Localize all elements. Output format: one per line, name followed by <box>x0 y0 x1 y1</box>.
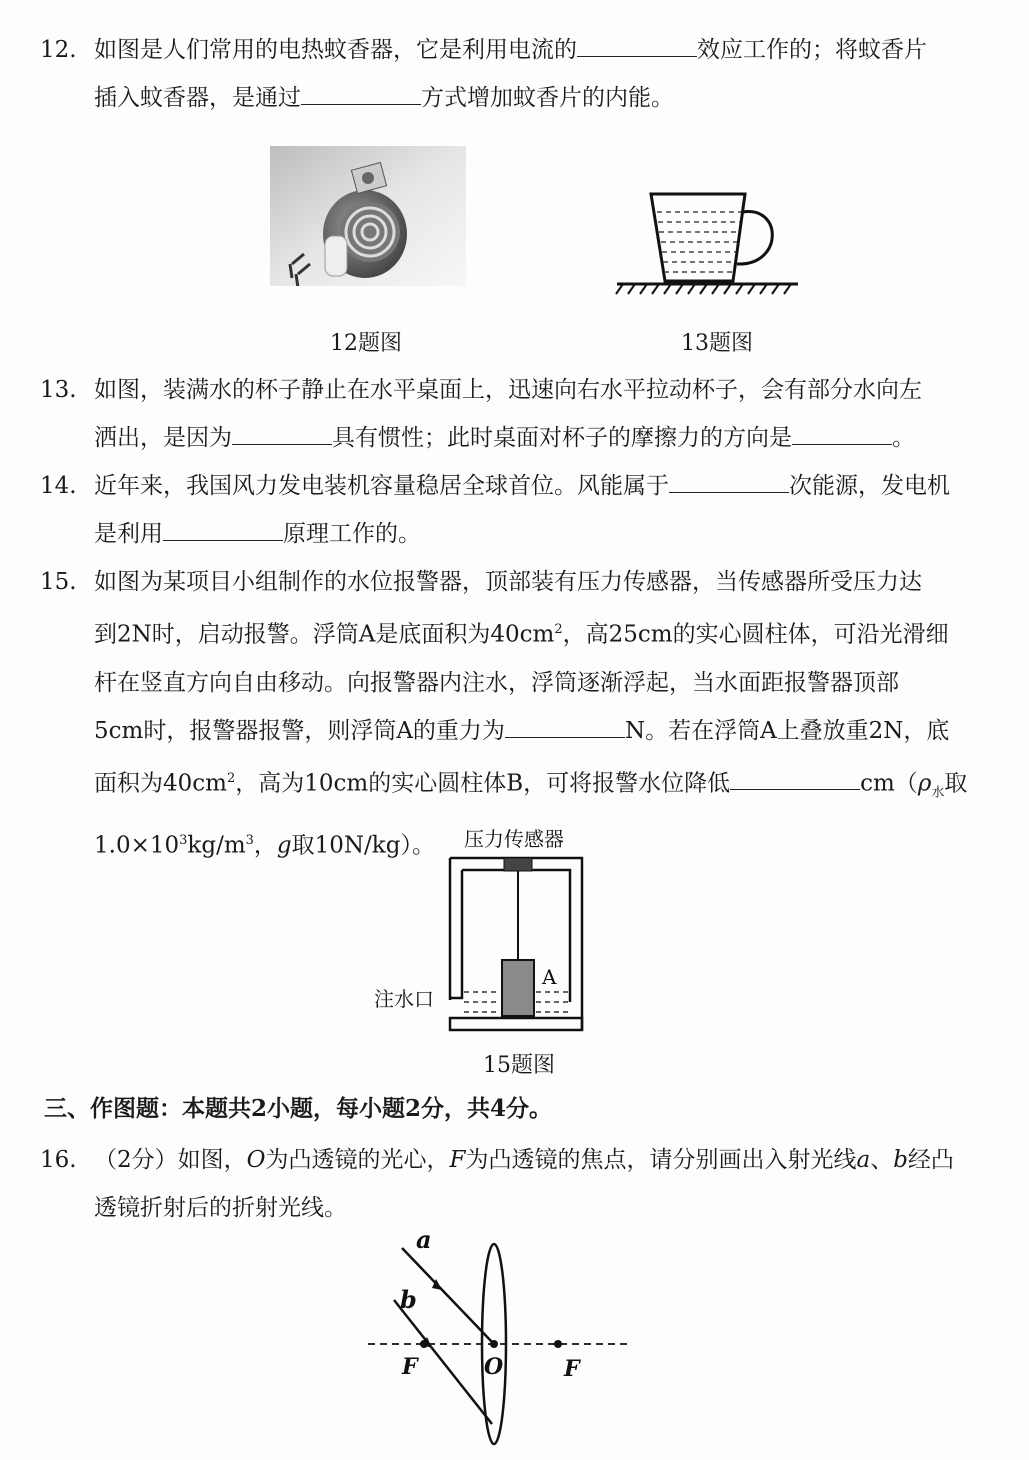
q12-text-3: 插入蚊香器，是通过 <box>94 85 301 111</box>
question-number: 12. <box>40 37 77 63</box>
q14-text-2: 次能源，发电机 <box>789 473 950 499</box>
sensor-label: 压力传感器 <box>464 827 564 851</box>
q16-line-1a: （2分）如图， <box>94 1147 247 1173</box>
q15-line-5d: 取 <box>944 770 968 797</box>
answer-blank[interactable] <box>232 422 332 445</box>
question-number: 14. <box>40 473 77 499</box>
q15-line-5a: 面积为40cm <box>94 770 227 797</box>
q15-line-2: 到2N时，启动报警。浮筒A是底面积为40cm <box>94 621 555 648</box>
answer-blank[interactable] <box>792 422 892 445</box>
ray-b-label: b <box>400 1285 417 1314</box>
q14-text-4: 原理工作的。 <box>283 521 421 547</box>
q15-line-6c: ， <box>253 832 277 859</box>
q13-text-2: 洒出，是因为 <box>94 425 232 451</box>
mosquito-heater-figure <box>270 146 466 286</box>
optical-center-label: O <box>484 1354 504 1380</box>
q15-line-3: 杆在竖直方向自由移动。向报警器内注水，浮筒逐渐浮起，当水面距报警器顶部 <box>94 669 899 696</box>
q15-line-6b: kg/m <box>187 832 246 859</box>
figure-12-caption: 12题图 <box>330 331 402 356</box>
q13-text-4: 。 <box>892 425 915 451</box>
f-symbol: F <box>449 1147 466 1173</box>
b-symbol: b <box>893 1147 908 1173</box>
answer-blank[interactable] <box>730 767 860 790</box>
q12-text-1: 如图是人们常用的电热蚊香器，它是利用电流的 <box>94 37 577 63</box>
q15-line-4b: N。若在浮筒A上叠放重2N，底 <box>624 717 950 744</box>
question-16 <box>40 1136 1000 1232</box>
q14-text-1: 近年来，我国风力发电装机容量稳居全球首位。风能属于 <box>94 473 669 499</box>
q15-line-5b: ，高为10cm的实心圆柱体B，可将报警水位降低 <box>235 770 731 797</box>
q16-line-1d: 经凸 <box>907 1147 954 1173</box>
q16-line-2: 透镜折射后的折射光线。 <box>94 1195 347 1221</box>
q15-line-4a: 5cm时，报警器报警，则浮筒A的重力为 <box>94 717 505 744</box>
q13-text-3: 具有惯性；此时桌面对杯子的摩擦力的方向是 <box>332 425 792 451</box>
q12-text-4: 方式增加蚊香片的内能。 <box>421 85 674 111</box>
rho-subscript: 水 <box>931 784 945 800</box>
section-header: 三、作图题：本题共2小题，每小题2分，共4分。 <box>44 1095 553 1122</box>
q14-text-3: 是利用 <box>94 521 163 547</box>
figure-13-caption: 13题图 <box>681 331 753 356</box>
superscript: 3 <box>179 832 188 848</box>
q15-line-5c: cm（ <box>860 770 918 797</box>
q15-line-1: 如图为某项目小组制作的水位报警器，顶部装有压力传感器，当传感器所受压力达 <box>94 569 922 595</box>
a-symbol: a <box>856 1147 871 1173</box>
superscript: 2 <box>554 622 563 637</box>
question-12 <box>40 26 1000 122</box>
water-alarm-figure <box>370 822 595 1040</box>
q15-line-6a: 1.0×10 <box>94 832 180 859</box>
rho-symbol: ρ <box>917 770 932 797</box>
q16-line-1c: 为凸透镜的焦点，请分别画出入射光线 <box>465 1147 857 1173</box>
water-cup-figure <box>615 186 800 298</box>
answer-blank[interactable] <box>163 518 283 541</box>
question-13 <box>40 366 1000 462</box>
q12-text-2: 效应工作的；将蚊香片 <box>697 37 927 63</box>
superscript: 3 <box>245 832 254 848</box>
ray-a-label: a <box>416 1228 432 1254</box>
focal-point-right-label: F <box>564 1356 580 1382</box>
inlet-label: 注水口 <box>374 987 434 1011</box>
answer-blank[interactable] <box>301 82 421 105</box>
answer-blank[interactable] <box>505 715 625 738</box>
q13-text-1: 如图，装满水的杯子静止在水平桌面上，迅速向右水平拉动杯子，会有部分水向左 <box>94 377 922 403</box>
focal-point-left-label: F <box>402 1354 418 1380</box>
question-number: 15. <box>40 569 77 595</box>
g-symbol: g <box>276 832 292 859</box>
o-symbol: O <box>246 1147 266 1173</box>
superscript: 2 <box>226 770 236 786</box>
answer-blank[interactable] <box>669 470 789 493</box>
answer-blank[interactable] <box>577 34 697 57</box>
convex-lens-figure <box>360 1228 640 1448</box>
separator: 、 <box>870 1147 894 1173</box>
q15-line-2b: ，高25cm的实心圆柱体，可沿光滑细 <box>562 621 949 648</box>
q16-line-1b: 为凸透镜的光心， <box>265 1147 450 1173</box>
question-number: 16. <box>40 1147 77 1173</box>
question-14 <box>40 462 1000 558</box>
question-number: 13. <box>40 377 77 403</box>
q15-line-6d: 取10N/kg）。 <box>291 832 435 859</box>
float-a-label: A <box>542 965 557 989</box>
figure-15-caption: 15题图 <box>483 1053 555 1078</box>
